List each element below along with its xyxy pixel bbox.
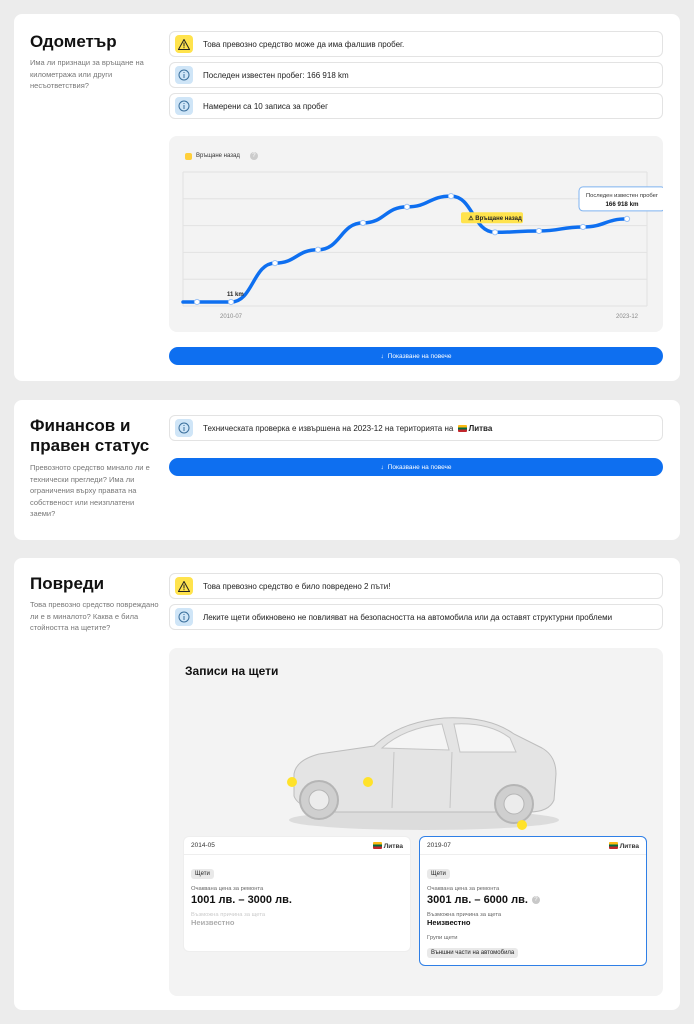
alert-text: Леките щети обикновено не повлияват на безопасността на автомобила или да оставят структурни проблеми (203, 612, 613, 622)
warning-icon (175, 577, 193, 595)
show-more-button[interactable] (169, 458, 663, 476)
mileage-chart (169, 136, 663, 332)
damage-record-header (184, 837, 410, 855)
info-icon (175, 97, 193, 115)
finance-description: Превозното средство минало ли е технически прегледи? Има ли ограничения върху правата на собственост или неизплатени заеми? (30, 463, 150, 518)
alert-text: Последен известен пробег: 166 918 km (203, 70, 349, 80)
damages-card (14, 558, 680, 1010)
cause-label: Възможна причина за щета (427, 912, 502, 918)
legend-label: Връщане назад (196, 153, 240, 159)
damage-group-tag: Външни части на автомобила (427, 948, 518, 958)
data-point (536, 228, 541, 233)
damage-tag: Щети (427, 869, 450, 879)
data-point (580, 224, 585, 229)
arrow-down-icon: ↓ (380, 352, 384, 360)
x-tick-label: 2023-12 (615, 314, 639, 320)
finance-title-line2: правен статус (30, 436, 150, 455)
damage-tag: Щети (191, 869, 214, 879)
show-more-label: Показване на повече (387, 463, 452, 471)
finance-title (30, 416, 149, 456)
data-point (404, 204, 409, 209)
show-more-button[interactable] (169, 347, 663, 365)
data-point (272, 261, 277, 266)
damage-records-title: Записи на щети (185, 664, 279, 678)
data-point (624, 216, 629, 221)
groups-label: Групи щети (427, 935, 458, 941)
damage-cause: Неизвестно (427, 918, 471, 927)
alert-text (203, 424, 492, 433)
repair-price: 1001 лв. – 3000 лв. (191, 894, 292, 906)
damage-record-card[interactable] (183, 836, 411, 952)
damage-record-header (420, 837, 646, 855)
alert-inspection (169, 415, 663, 441)
damages-title: Повреди (30, 574, 105, 593)
tooltip-value: 166 918 km (605, 200, 639, 208)
lithuania-flag-icon (458, 425, 467, 432)
start-mileage-label: 11 km (227, 291, 244, 298)
odometer-description: Има ли признаци за връщане на километража или други несъответствия? (30, 58, 144, 90)
data-point (448, 194, 453, 199)
damage-date: 2014-05 (191, 842, 215, 849)
damage-marker[interactable] (517, 820, 527, 830)
arrow-down-icon: ↓ (380, 463, 384, 471)
tooltip-title: Последен известен пробег (585, 192, 659, 199)
inspection-country: Литва (468, 423, 493, 433)
damage-date: 2019-07 (427, 842, 451, 849)
alert-records-found (169, 93, 663, 119)
cause-label: Възможна причина за щета (191, 912, 266, 918)
damages-description: Това превозно средство повреждано ли е в миналото? Каква е била стойността на щетите? (30, 600, 159, 632)
alert-last-mileage (169, 62, 663, 88)
damage-country: Литва (609, 842, 639, 850)
x-tick-label: 2010-07 (219, 314, 243, 320)
alert-fake-mileage (169, 31, 663, 57)
car-illustration (274, 708, 574, 838)
info-icon (175, 419, 193, 437)
rollback-badge-label: ⚠ Връщане назад (468, 216, 522, 223)
data-point (194, 299, 199, 304)
alert-minor-damage-info (169, 604, 663, 630)
alert-text: Това превозно средство може да има фалшив пробег. (203, 39, 405, 49)
odometer-card (14, 14, 680, 381)
data-point (360, 220, 365, 225)
lithuania-flag-icon (373, 842, 382, 849)
damage-cause: Неизвестно (191, 918, 235, 927)
data-point (492, 230, 497, 235)
help-icon[interactable]: ? (250, 152, 258, 160)
lithuania-flag-icon (609, 842, 618, 849)
help-icon[interactable]: ? (532, 896, 540, 904)
alert-damaged-twice (169, 573, 663, 599)
finance-card (14, 400, 680, 540)
data-point (228, 299, 233, 304)
finance-title-line1: Финансов и (30, 416, 131, 435)
inspection-text: Техническата проверка е извършена на 2023-12 на територията на (203, 423, 454, 433)
alert-text: Намерени са 10 записа за пробег (203, 101, 328, 111)
odometer-title: Одометър (30, 32, 117, 51)
damage-country: Литва (373, 842, 403, 850)
warning-icon (175, 35, 193, 53)
price-label: Очаквана цена за ремонта (191, 886, 264, 892)
alert-text: Това превозно средство е било повредено 2 пъти! (203, 581, 391, 591)
damage-record-card-selected[interactable] (419, 836, 647, 966)
damage-marker[interactable] (363, 777, 373, 787)
price-label: Очаквана цена за ремонта (427, 886, 500, 892)
repair-price: 3001 лв. – 6000 лв. (427, 894, 528, 906)
faded-cause (191, 912, 403, 927)
damage-records-panel (169, 648, 663, 996)
info-icon (175, 66, 193, 84)
damage-marker[interactable] (287, 777, 297, 787)
show-more-label: Показване на повече (387, 352, 452, 360)
data-point (315, 247, 320, 252)
info-icon (175, 608, 193, 626)
mileage-chart-panel (169, 136, 663, 332)
series-line (183, 196, 627, 302)
